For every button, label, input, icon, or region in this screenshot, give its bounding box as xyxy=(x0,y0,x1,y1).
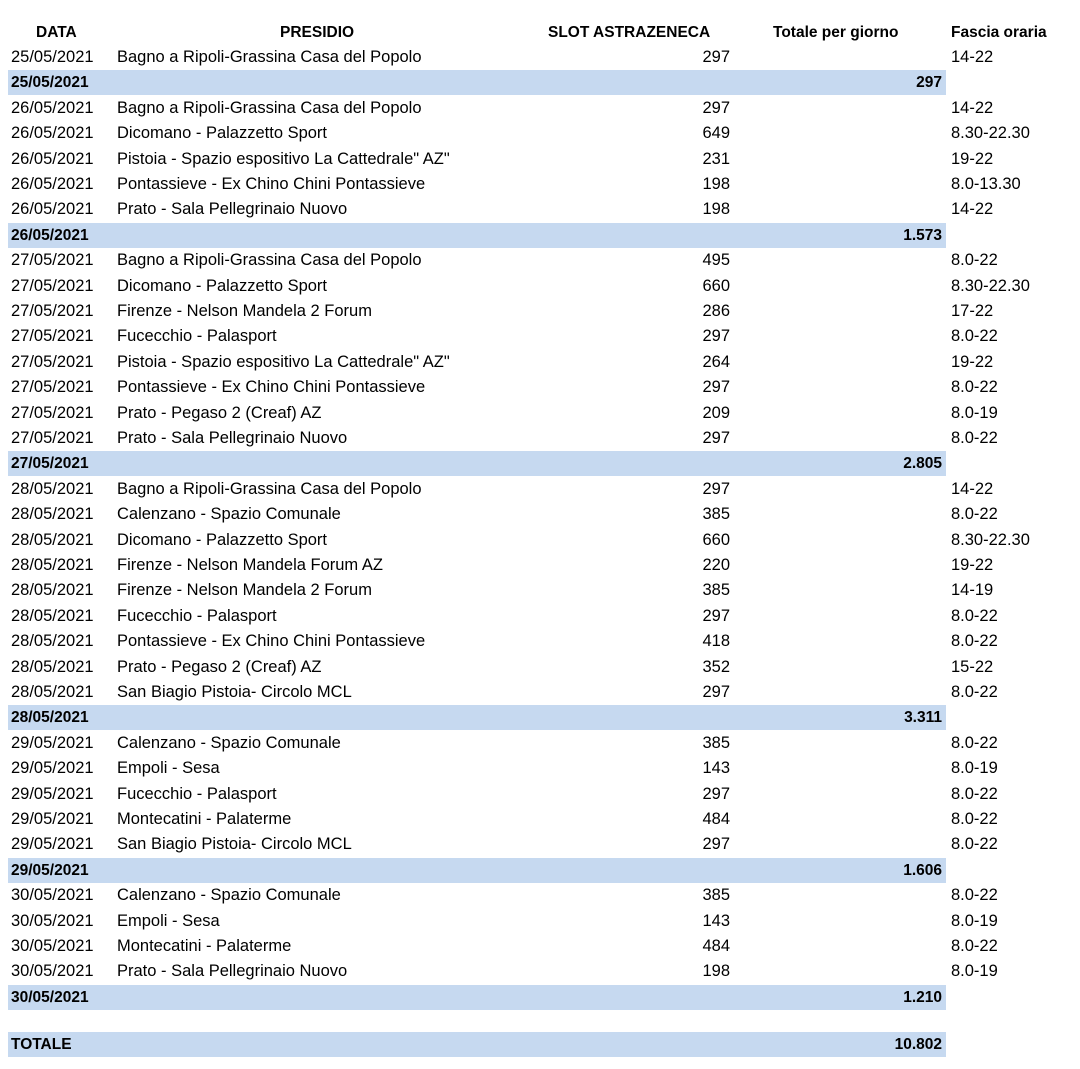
cell-fascia: 8.0-22 xyxy=(951,327,998,346)
day-subtotal-row xyxy=(0,223,1080,248)
cell-fascia: 8.30-22.30 xyxy=(951,530,1030,549)
table-row xyxy=(0,934,1080,959)
cell-fascia: 8.30-22.30 xyxy=(951,276,1030,295)
cell-presidio: Empoli - Sesa xyxy=(117,911,220,930)
cell-slot: 231 xyxy=(702,149,730,168)
cell-slot: 143 xyxy=(702,911,730,930)
subtotal-date: 25/05/2021 xyxy=(11,74,89,92)
cell-presidio: Pontassieve - Ex Chino Chini Pontassieve xyxy=(117,632,426,651)
cell-presidio: Firenze - Nelson Mandela Forum AZ xyxy=(117,556,383,574)
table-row xyxy=(0,604,1080,629)
cell-slot: 297 xyxy=(702,429,730,447)
table-row xyxy=(0,350,1080,375)
subtotal-date: 26/05/2021 xyxy=(11,226,89,244)
table-row xyxy=(0,45,1080,70)
table-row xyxy=(0,502,1080,527)
grand-total-value: 10.802 xyxy=(894,1036,942,1053)
cell-date: 30/05/2021 xyxy=(11,962,94,981)
cell-slot: 297 xyxy=(702,784,730,803)
cell-presidio: Montecatini - Palaterme xyxy=(117,937,292,955)
subtotal-date: 30/05/2021 xyxy=(11,988,89,1006)
cell-date: 28/05/2021 xyxy=(11,505,94,524)
cell-date: 28/05/2021 xyxy=(11,581,94,600)
cell-fascia: 19-22 xyxy=(951,149,994,168)
cell-presidio: Prato - Sala Pellegrinaio Nuovo xyxy=(117,429,348,447)
cell-presidio: Pontassieve - Ex Chino Chini Pontassieve xyxy=(117,175,426,193)
cell-date: 27/05/2021 xyxy=(11,327,94,346)
cell-date: 26/05/2021 xyxy=(11,149,94,168)
table-row xyxy=(0,655,1080,680)
cell-fascia: 19-22 xyxy=(951,556,994,574)
cell-fascia: 8.0-22 xyxy=(951,733,998,752)
cell-presidio: Bagno a Ripoli-Grassina Casa del Popolo xyxy=(117,48,422,66)
cell-slot: 385 xyxy=(702,581,730,600)
header-data: DATA xyxy=(36,24,77,41)
cell-presidio: Prato - Sala Pellegrinaio Nuovo xyxy=(117,962,348,981)
table-row xyxy=(0,680,1080,705)
cell-fascia: 14-22 xyxy=(951,200,994,219)
table-row xyxy=(0,578,1080,603)
grand-total-row xyxy=(0,1032,1080,1057)
cell-presidio: Pontassieve - Ex Chino Chini Pontassieve xyxy=(117,378,426,397)
subtotal-date: 29/05/2021 xyxy=(11,861,89,879)
table-row xyxy=(0,959,1080,984)
cell-fascia: 14-22 xyxy=(951,48,994,66)
cell-slot: 385 xyxy=(702,733,730,752)
day-subtotal-row xyxy=(0,985,1080,1010)
cell-slot: 209 xyxy=(702,403,730,422)
cell-presidio: Empoli - Sesa xyxy=(117,759,220,778)
table-row xyxy=(0,121,1080,146)
cell-fascia: 8.0-22 xyxy=(951,606,998,625)
subtotal-value: 1.210 xyxy=(903,988,942,1006)
cell-slot: 198 xyxy=(702,175,730,193)
cell-date: 28/05/2021 xyxy=(11,530,94,549)
cell-fascia: 8.0-22 xyxy=(951,429,998,447)
cell-fascia: 14-22 xyxy=(951,479,994,498)
cell-presidio: Prato - Pegaso 2 (Creaf) AZ xyxy=(117,657,322,676)
table-row xyxy=(0,197,1080,222)
header-fascia-oraria: Fascia oraria xyxy=(951,24,1047,41)
cell-slot: 297 xyxy=(702,835,730,854)
cell-date: 30/05/2021 xyxy=(11,886,94,905)
cell-fascia: 8.0-22 xyxy=(951,378,998,397)
subtotal-value: 2.805 xyxy=(903,455,942,473)
cell-fascia: 8.0-22 xyxy=(951,784,998,803)
day-subtotal-row xyxy=(0,858,1080,883)
cell-date: 28/05/2021 xyxy=(11,606,94,625)
cell-slot: 264 xyxy=(702,352,730,371)
cell-slot: 418 xyxy=(702,632,730,651)
cell-date: 27/05/2021 xyxy=(11,251,94,270)
cell-presidio: San Biagio Pistoia- Circolo MCL xyxy=(117,683,352,701)
table-row xyxy=(0,807,1080,832)
cell-date: 26/05/2021 xyxy=(11,175,94,193)
cell-date: 28/05/2021 xyxy=(11,683,94,701)
table-row xyxy=(0,426,1080,451)
cell-fascia: 17-22 xyxy=(951,302,994,320)
cell-presidio: Fucecchio - Palasport xyxy=(117,606,277,625)
cell-date: 29/05/2021 xyxy=(11,784,94,803)
cell-presidio: Calenzano - Spazio Comunale xyxy=(117,886,341,905)
cell-presidio: Dicomano - Palazzetto Sport xyxy=(117,530,328,549)
cell-fascia: 14-19 xyxy=(951,581,994,600)
subtotal-value: 1.573 xyxy=(903,226,942,244)
cell-presidio: Calenzano - Spazio Comunale xyxy=(117,505,341,524)
cell-presidio: Prato - Pegaso 2 (Creaf) AZ xyxy=(117,403,322,422)
cell-slot: 198 xyxy=(702,200,730,219)
cell-slot: 484 xyxy=(702,810,730,828)
cell-fascia: 15-22 xyxy=(951,657,994,676)
cell-date: 27/05/2021 xyxy=(11,429,94,447)
cell-date: 27/05/2021 xyxy=(11,403,94,422)
grand-total-label: TOTALE xyxy=(11,1036,72,1053)
cell-fascia: 8.0-22 xyxy=(951,810,998,828)
cell-fascia: 8.30-22.30 xyxy=(951,124,1030,143)
cell-fascia: 8.0-22 xyxy=(951,505,998,524)
cell-fascia: 8.0-19 xyxy=(951,403,998,422)
cell-date: 26/05/2021 xyxy=(11,200,94,219)
cell-date: 28/05/2021 xyxy=(11,632,94,651)
cell-presidio: Pistoia - Spazio espositivo La Cattedrale" AZ" xyxy=(117,352,450,371)
table-row xyxy=(0,883,1080,908)
cell-presidio: Prato - Sala Pellegrinaio Nuovo xyxy=(117,200,348,219)
header-presidio: PRESIDIO xyxy=(280,24,355,41)
cell-date: 28/05/2021 xyxy=(11,657,94,676)
table-row xyxy=(0,172,1080,197)
table-header xyxy=(0,20,1080,45)
cell-date: 28/05/2021 xyxy=(11,556,94,574)
table-row xyxy=(0,274,1080,299)
cell-slot: 495 xyxy=(702,251,730,270)
cell-presidio: Fucecchio - Palasport xyxy=(117,784,277,803)
subtotal-value: 1.606 xyxy=(903,861,942,879)
cell-slot: 286 xyxy=(702,302,730,320)
table-row xyxy=(0,375,1080,400)
table-row xyxy=(0,756,1080,781)
cell-date: 30/05/2021 xyxy=(11,937,94,955)
cell-slot: 297 xyxy=(702,48,730,66)
cell-slot: 649 xyxy=(702,124,730,143)
table-row xyxy=(0,401,1080,426)
cell-fascia: 8.0-22 xyxy=(951,251,998,270)
cell-presidio: Dicomano - Palazzetto Sport xyxy=(117,276,328,295)
cell-slot: 198 xyxy=(702,962,730,981)
cell-presidio: Firenze - Nelson Mandela 2 Forum xyxy=(117,581,372,600)
table-row xyxy=(0,528,1080,553)
table-row xyxy=(0,299,1080,324)
table-row xyxy=(0,832,1080,857)
cell-date: 29/05/2021 xyxy=(11,835,94,854)
header-slot-astrazeneca: SLOT ASTRAZENECA xyxy=(548,24,711,41)
cell-slot: 143 xyxy=(702,759,730,778)
subtotal-value: 297 xyxy=(916,74,942,92)
cell-presidio: Calenzano - Spazio Comunale xyxy=(117,733,341,752)
cell-slot: 660 xyxy=(702,530,730,549)
cell-date: 29/05/2021 xyxy=(11,733,94,752)
cell-date: 27/05/2021 xyxy=(11,302,94,320)
day-subtotal-row xyxy=(0,70,1080,95)
cell-date: 28/05/2021 xyxy=(11,479,94,498)
cell-presidio: Dicomano - Palazzetto Sport xyxy=(117,124,328,143)
subtotal-date: 27/05/2021 xyxy=(11,455,89,473)
cell-date: 25/05/2021 xyxy=(11,48,94,66)
table-row xyxy=(0,553,1080,578)
cell-date: 29/05/2021 xyxy=(11,759,94,778)
table-row xyxy=(0,248,1080,273)
cell-date: 30/05/2021 xyxy=(11,911,94,930)
cell-slot: 297 xyxy=(702,98,730,117)
cell-date: 29/05/2021 xyxy=(11,810,94,828)
cell-slot: 220 xyxy=(702,556,730,574)
table-row xyxy=(0,147,1080,172)
cell-fascia: 19-22 xyxy=(951,352,994,371)
table-row xyxy=(0,629,1080,654)
table-row xyxy=(0,782,1080,807)
table-row xyxy=(0,909,1080,934)
cell-date: 27/05/2021 xyxy=(11,352,94,371)
cell-slot: 297 xyxy=(702,378,730,397)
cell-presidio: Bagno a Ripoli-Grassina Casa del Popolo xyxy=(117,479,422,498)
cell-slot: 385 xyxy=(702,505,730,524)
cell-presidio: Montecatini - Palaterme xyxy=(117,810,292,828)
table-row xyxy=(0,731,1080,756)
table-row xyxy=(0,324,1080,349)
cell-slot: 297 xyxy=(702,683,730,701)
cell-fascia: 8.0-22 xyxy=(951,632,998,651)
cell-fascia: 8.0-22 xyxy=(951,683,998,701)
cell-fascia: 8.0-19 xyxy=(951,759,998,778)
cell-date: 26/05/2021 xyxy=(11,98,94,117)
cell-presidio: Pistoia - Spazio espositivo La Cattedrale" AZ" xyxy=(117,149,450,168)
cell-date: 27/05/2021 xyxy=(11,378,94,397)
cell-presidio: Bagno a Ripoli-Grassina Casa del Popolo xyxy=(117,251,422,270)
day-subtotal-row xyxy=(0,451,1080,476)
day-subtotal-row xyxy=(0,705,1080,730)
cell-fascia: 8.0-22 xyxy=(951,886,998,905)
cell-slot: 385 xyxy=(702,886,730,905)
cell-presidio: Fucecchio - Palasport xyxy=(117,327,277,346)
cell-slot: 660 xyxy=(702,276,730,295)
cell-fascia: 14-22 xyxy=(951,98,994,117)
cell-fascia: 8.0-19 xyxy=(951,962,998,981)
cell-slot: 297 xyxy=(702,606,730,625)
subtotal-value: 3.311 xyxy=(904,709,942,727)
cell-fascia: 8.0-13.30 xyxy=(951,175,1021,193)
cell-fascia: 8.0-19 xyxy=(951,911,998,930)
cell-fascia: 8.0-22 xyxy=(951,937,998,955)
cell-slot: 297 xyxy=(702,327,730,346)
subtotal-date: 28/05/2021 xyxy=(11,709,89,727)
table-row xyxy=(0,477,1080,502)
cell-fascia: 8.0-22 xyxy=(951,835,998,854)
cell-date: 26/05/2021 xyxy=(11,124,94,143)
cell-presidio: Firenze - Nelson Mandela 2 Forum xyxy=(117,302,372,320)
header-totale-per-giorno: Totale per giorno xyxy=(773,24,899,41)
cell-slot: 297 xyxy=(702,479,730,498)
cell-slot: 484 xyxy=(702,937,730,955)
table-row xyxy=(0,96,1080,121)
cell-slot: 352 xyxy=(702,657,730,676)
cell-presidio: Bagno a Ripoli-Grassina Casa del Popolo xyxy=(117,98,422,117)
cell-presidio: San Biagio Pistoia- Circolo MCL xyxy=(117,835,352,854)
cell-date: 27/05/2021 xyxy=(11,276,94,295)
